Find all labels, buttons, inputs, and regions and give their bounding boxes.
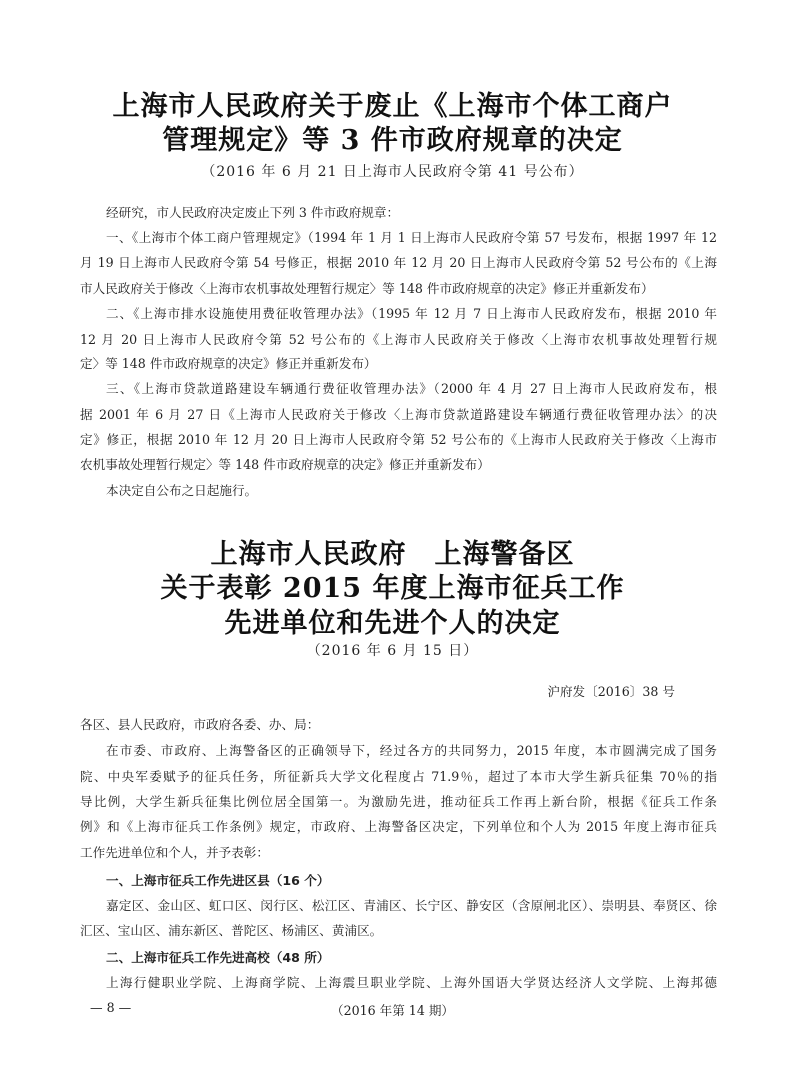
doc2-line: 汇区、宝山区、浦东新区、普陀区、杨浦区、黄浦区。 [80,923,383,938]
page-number: — 8 — [90,1000,132,1015]
doc2-line: 导比例，大学生新兵征集比例位居全国第一。为激励先进，推动征兵工作再上新台阶，根据《征兵工作条 [80,794,717,809]
section-heading: 二、上海市征兵工作先进高校（48 所） [106,950,330,965]
doc1-line: 定〉等 148 件市政府规章的决定》修正并重新发布） [80,356,377,371]
doc1-title-line-1: 上海市人民政府关于废止《上海市个体工商户 [112,91,673,122]
doc2-line: 嘉定区、金山区、虹口区、闵行区、松江区、青浦区、长宁区、静安区（含原闸北区）、崇明县、奉贤区、徐 [106,898,717,913]
doc1-line: 农机事故处理暂行规定〉等 148 件市政府规章的决定》修正并重新发布） [80,457,490,472]
doc2-line: 上海行健职业学院、上海商学院、上海震旦职业学院、上海外国语大学贤达经济人文学院、上海邦德 [106,975,717,990]
doc1-line: 定》修正，根据 2010 年 12 月 20 日上海市人民政府令第 52 号公布的《上海市人民政府关于修改〈上海市 [80,432,717,447]
doc2-title-line-3: 先进单位和先进个人的决定 [224,608,561,639]
section-heading: 一、上海市征兵工作先进区县（16 个） [106,873,330,888]
issue-label: （2016 年第 14 期） [330,1003,455,1018]
doc1-line: 二、《上海市排水设施使用费征收管理办法》（1995 年 12 月 7 日上海市人民政府发布，根据 2010 年 [106,306,717,321]
doc2-line: 各区、县人民政府，市政府各委、办、局： [80,717,320,732]
doc2-title-line-2: 关于表彰 2015 年度上海市征兵工作 [160,573,625,604]
doc1-subtitle: （2016 年 6 月 21 日上海市人民政府令第 41 号公布） [201,164,584,180]
doc1-line: 三、《上海市贷款道路建设车辆通行费征收管理办法》（2000 年 4 月 27 日上海市人民政府发布，根 [106,381,717,396]
doc2-line: 在市委、市政府、上海警备区的正确领导下，经过各方的共同努力，2015 年度，本市圆满完成了国务 [106,743,717,758]
doc1-line: 12 月 20 日上海市人民政府令第 52 号公布的《上海市人民政府关于修改〈上海市农机事故处理暂行规 [80,332,717,347]
doc2-line: 例》和《上海市征兵工作条例》规定，市政府、上海警备区决定，下列单位和个人为 2015 年度上海市征兵 [80,819,717,834]
doc1-line: 市人民政府关于修改〈上海市农机事故处理暂行规定〉等 148 件市政府规章的决定》修正并重新发布） [80,281,654,296]
doc1-line: 月 19 日上海市人民政府令第 54 号修正，根据 2010 年 12 月 20 日上海市人民政府令第 52 号公布的《上海 [80,255,717,270]
doc1-line: 据 2001 年 6 月 27 日《上海市人民政府关于修改〈上海市贷款道路建设车辆通行费征收管理办法〉的决 [80,407,717,422]
doc2-line: 工作先进单位和个人，并予表彰： [80,845,269,860]
doc1-line: 本决定自公布之日起施行。 [106,483,258,498]
doc2-title-line-1: 上海市人民政府 上海警备区 [210,539,575,570]
doc1-line: 经研究，市人民政府决定废止下列 3 件市政府规章： [106,205,400,220]
doc2-line: 院、中央军委赋予的征兵任务，所征新兵大学文化程度占 71.9％，超过了本市大学生新兵征集 70％的指 [80,769,717,784]
doc1-line: 一、《上海市个体工商户管理规定》（1994 年 1 月 1 日上海市人民政府令第 57 号发布，根据 1997 年 12 [106,230,717,245]
doc2-subtitle: （2016 年 6 月 15 日） [306,643,479,659]
document-number: 沪府发〔2016〕38 号 [547,684,675,699]
doc1-title-line-2: 管理规定》等 3 件市政府规章的决定 [162,125,623,156]
